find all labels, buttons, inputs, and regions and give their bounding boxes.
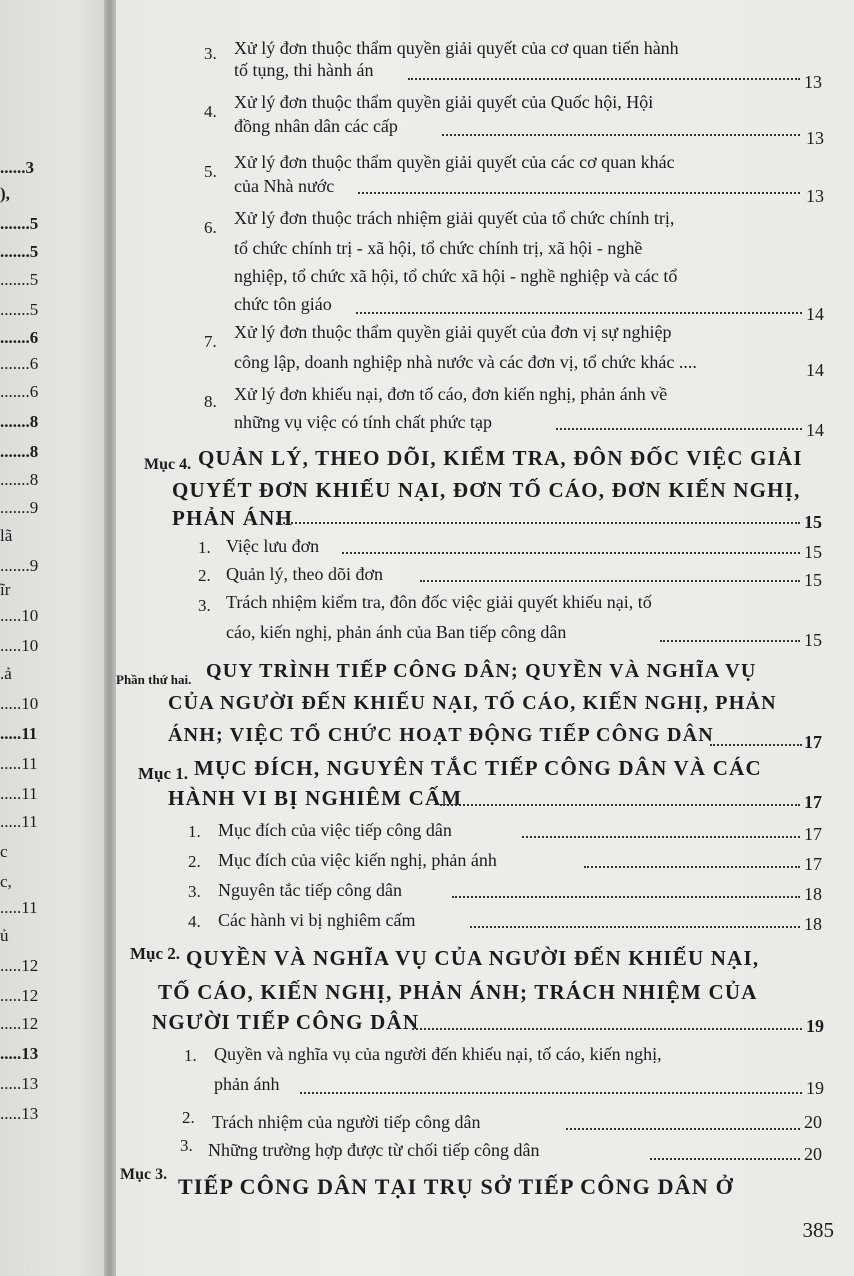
left-page-fragment: .....11 [0, 898, 38, 917]
dot-leader [358, 192, 800, 194]
page-ref: 18 [804, 914, 822, 934]
page-ref: 20 [804, 1144, 822, 1164]
entry-text: Trách nhiệm của người tiếp công dân [212, 1112, 481, 1132]
left-page-fragment: .......9 [0, 556, 39, 575]
left-page-fragment: .......6 [0, 382, 39, 401]
dot-leader [276, 522, 800, 524]
left-page-fragment: .....12 [0, 1014, 39, 1033]
dot-leader [710, 744, 802, 746]
section-title-line: TIẾP CÔNG DÂN TẠI TRỤ SỞ TIẾP CÔNG DÂN Ở [178, 1174, 734, 1199]
entry-number: 2. [198, 566, 211, 585]
page-ref: 15 [804, 630, 822, 650]
entry-text-line: phản ánh [214, 1074, 280, 1094]
part-title-line: CỦA NGƯỜI ĐẾN KHIẾU NẠI, TỐ CÁO, KIẾN NGHỊ, PHẢN [168, 692, 777, 714]
entry-number: 3. [198, 596, 211, 615]
left-page-fragment: .......5 [0, 242, 39, 261]
page-ref: 20 [804, 1112, 822, 1132]
left-page-fragment: .......6 [0, 328, 39, 347]
page-ref: 18 [804, 884, 822, 904]
left-page-fragment: lã [0, 526, 13, 545]
dot-leader [356, 312, 802, 314]
entry-text: Nguyên tắc tiếp công dân [218, 880, 402, 900]
left-page-fragment: .......8 [0, 470, 39, 489]
entry-number: 3. [180, 1136, 193, 1155]
entry-number: 6. [204, 218, 217, 237]
left-page-fragment: .......8 [0, 442, 39, 461]
page-ref: 17 [804, 732, 822, 752]
left-page-fragment: ......3 [0, 158, 34, 177]
entry-text: Mục đích của việc tiếp công dân [218, 820, 452, 840]
entry-text-line: Xử lý đơn thuộc thẩm quyền giải quyết của cơ quan tiến hành [234, 38, 679, 58]
left-page-fragment: .......5 [0, 300, 39, 319]
left-page-fragment: ủ [0, 926, 9, 945]
left-page-fragment: .....12 [0, 986, 39, 1005]
dot-leader [420, 580, 800, 582]
entry-number: 1. [184, 1046, 197, 1065]
left-page-fragment: .....12 [0, 956, 39, 975]
page-ref: 15 [804, 512, 822, 532]
section-label: Mục 3. [120, 1166, 168, 1183]
entry-text: Việc lưu đơn [226, 536, 320, 556]
left-page-fragment: .....10 [0, 606, 39, 625]
page-number: 385 [802, 1218, 834, 1242]
entry-number: 2. [188, 852, 201, 871]
left-page-fragment: .......9 [0, 498, 39, 517]
entry-text-line: những vụ việc có tính chất phức tạp [234, 412, 492, 432]
entry-text: Các hành vi bị nghiêm cấm [218, 910, 416, 930]
left-page-fragment: .....13 [0, 1044, 39, 1063]
left-page-fragment: .....13 [0, 1074, 39, 1093]
entry-text-line: chức tôn giáo [234, 294, 332, 314]
entry-text-line: cáo, kiến nghị, phản ánh của Ban tiếp công dân [226, 622, 567, 642]
section-title-line: NGƯỜI TIẾP CÔNG DÂN [152, 1010, 420, 1034]
left-page-fragment: .ả [0, 664, 12, 683]
part-title-line: QUY TRÌNH TIẾP CÔNG DÂN; QUYỀN VÀ NGHĨA VỤ [206, 660, 757, 682]
part-label: Phần thứ hai. [116, 672, 192, 687]
page-ref: 15 [804, 542, 822, 562]
section-title-line: PHẢN ÁNH [172, 506, 294, 530]
entry-text-line: Xử lý đơn thuộc thẩm quyền giải quyết của các cơ quan khác [234, 152, 675, 172]
dot-leader [470, 926, 800, 928]
page-ref: 14 [806, 420, 824, 440]
dot-leader [556, 428, 802, 430]
entry-text-line: Xử lý đơn thuộc trách nhiệm giải quyết của tổ chức chính trị, [234, 208, 675, 228]
left-page-fragment: .......5 [0, 214, 39, 233]
right-page [116, 0, 854, 1276]
section-title-line: QUẢN LÝ, THEO DÕI, KIỂM TRA, ĐÔN ĐỐC VIỆC GIẢI [198, 446, 803, 470]
entry-number: 7. [204, 332, 217, 351]
page-ref: 19 [806, 1016, 824, 1036]
entry-text-line: tổ chức chính trị - xã hội, tổ chức chính trị, xã hội - nghề [234, 238, 643, 258]
entry-number: 4. [204, 102, 217, 121]
left-page-fragment: c [0, 842, 8, 861]
entry-text: Quản lý, theo dõi đơn [226, 564, 383, 584]
page-ref: 14 [806, 304, 824, 324]
entry-text-line: Xử lý đơn thuộc thẩm quyền giải quyết của Quốc hội, Hội [234, 92, 654, 112]
dot-leader [522, 836, 800, 838]
left-page-fragment: .....10 [0, 636, 39, 655]
entry-text-line: của Nhà nước [234, 176, 335, 196]
left-page-fragment: .....11 [0, 784, 38, 803]
part-title-line: ÁNH; VIỆC TỔ CHỨC HOẠT ĐỘNG TIẾP CÔNG DÂN [168, 724, 714, 746]
section-title-line: QUYỀN VÀ NGHĨA VỤ CỦA NGƯỜI ĐẾN KHIẾU NẠI, [186, 946, 760, 970]
section-title-line: TỐ CÁO, KIẾN NGHỊ, PHẢN ÁNH; TRÁCH NHIỆM CỦA [158, 980, 758, 1004]
entry-number: 1. [188, 822, 201, 841]
section-label: Mục 2. [130, 944, 181, 963]
page-ref: 17 [804, 854, 822, 874]
section-title-line: MỤC ĐÍCH, NGUYÊN TẮC TIẾP CÔNG DÂN VÀ CÁC [194, 756, 762, 780]
entry-text: Mục đích của việc kiến nghị, phản ánh [218, 850, 497, 870]
page-ref: 17 [804, 824, 822, 844]
left-page-fragment: .....11 [0, 754, 38, 773]
dot-leader [442, 134, 800, 136]
page-ref: 17 [804, 792, 822, 812]
dot-leader [452, 896, 800, 898]
left-page-fragment: ĩr [0, 580, 11, 599]
entry-number: 4. [188, 912, 201, 931]
entry-number: 5. [204, 162, 217, 181]
left-page-fragment: .......8 [0, 412, 39, 431]
left-page-fragment: .......5 [0, 270, 39, 289]
entry-number: 3. [188, 882, 201, 901]
dot-leader [412, 1028, 802, 1030]
entry-text-line: Xử lý đơn khiếu nại, đơn tố cáo, đơn kiến nghị, phản ánh về [234, 384, 668, 404]
entry-text-line: Trách nhiệm kiểm tra, đôn đốc việc giải quyết khiếu nại, tố [226, 592, 652, 612]
left-page-fragment: c, [0, 872, 12, 891]
entry-text-line: tố tụng, thi hành án [234, 60, 374, 80]
left-page-edge [0, 0, 110, 1276]
entry-text-line: nghiệp, tổ chức xã hội, tổ chức xã hội - nghề nghiệp và các tổ [234, 266, 678, 286]
page-ref: 19 [806, 1078, 824, 1098]
dot-leader [660, 640, 800, 642]
entry-number: 3. [204, 44, 217, 63]
entry-number: 8. [204, 392, 217, 411]
left-page-fragment: .......6 [0, 354, 39, 373]
page-ref: 13 [804, 72, 822, 92]
entry-text-line: đồng nhân dân các cấp [234, 116, 398, 136]
section-title-line: QUYẾT ĐƠN KHIẾU NẠI, ĐƠN TỐ CÁO, ĐƠN KIẾN NGHỊ, [172, 478, 801, 502]
dot-leader [566, 1128, 800, 1130]
dot-leader [408, 78, 800, 80]
dot-leader [440, 804, 800, 806]
entry-text-line: công lập, doanh nghiệp nhà nước và các đơn vị, tổ chức khác .... [234, 352, 697, 372]
left-page-fragment: .....11 [0, 812, 38, 831]
page-ref: 13 [806, 186, 824, 206]
section-label: Mục 1. [138, 764, 189, 783]
entry-text-line: Quyền và nghĩa vụ của người đến khiếu nại, tố cáo, kiến nghị, [214, 1044, 662, 1064]
left-page-fragment: .....11 [0, 724, 38, 743]
left-page-fragment: ), [0, 184, 10, 203]
entry-number: 2. [182, 1108, 195, 1127]
entry-text-line: Xử lý đơn thuộc thẩm quyền giải quyết của đơn vị sự nghiệp [234, 322, 672, 342]
left-page-fragment: .....13 [0, 1104, 39, 1123]
dot-leader [342, 552, 800, 554]
page-ref: 15 [804, 570, 822, 590]
dot-leader [584, 866, 800, 868]
page-ref: 14 [806, 360, 824, 380]
page-ref: 13 [806, 128, 824, 148]
dot-leader [300, 1092, 802, 1094]
left-page-fragment: .....10 [0, 694, 39, 713]
section-label: Mục 4. [144, 456, 192, 473]
entry-text: Những trường hợp được từ chối tiếp công dân [208, 1140, 540, 1160]
entry-number: 1. [198, 538, 211, 557]
dot-leader [650, 1158, 800, 1160]
section-title-line: HÀNH VI BỊ NGHIÊM CẤM [168, 786, 463, 810]
